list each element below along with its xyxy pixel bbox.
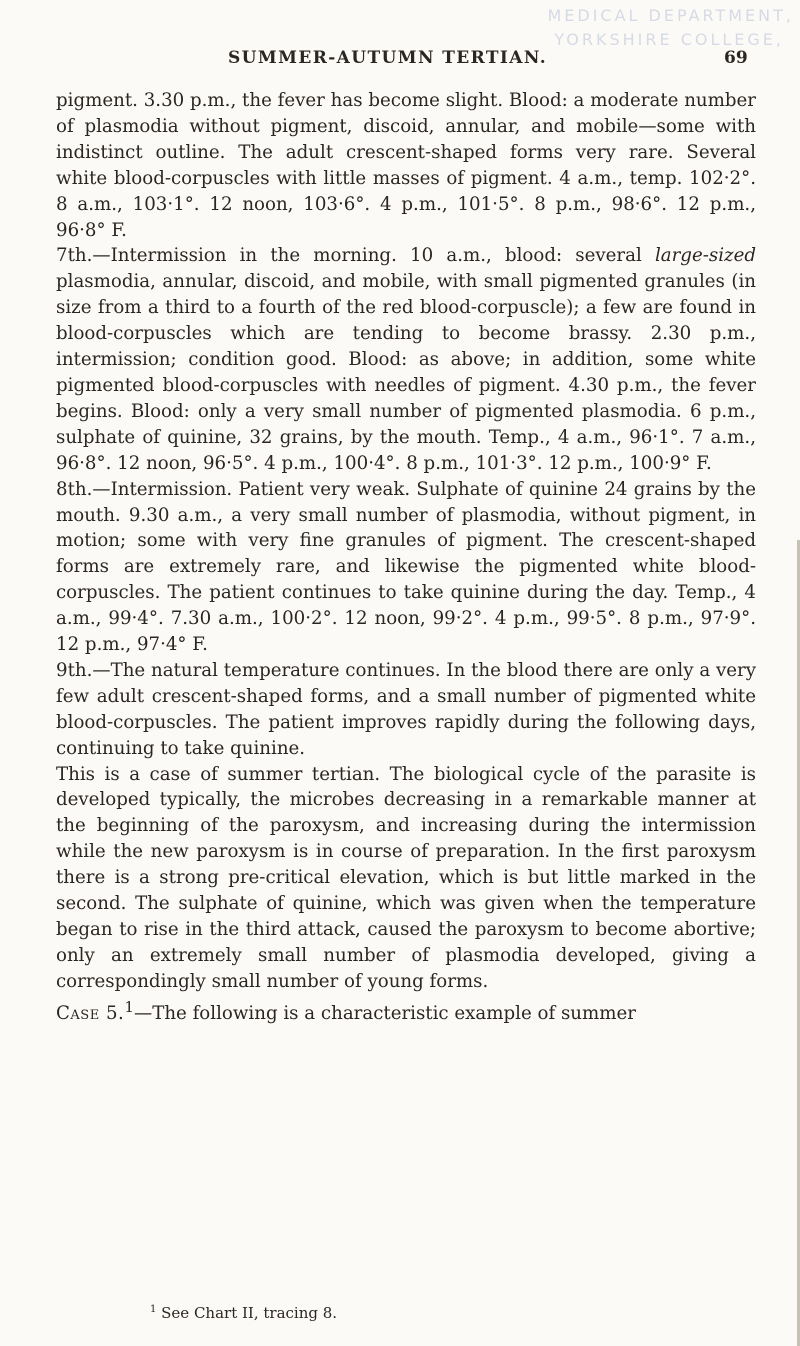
paragraph-case-5: [56, 995, 756, 1027]
footnote-text: See Chart II, tracing 8.: [161, 1304, 338, 1322]
footnote-mark: 1: [150, 1304, 157, 1315]
running-head: [0, 48, 760, 74]
paragraph-discussion: This is a case of summer tertian. The biological cycle of the parasite is developed typically, the microbes decreasing in a remarkable manner at the beginning of the paroxysm, and increasing during the intermission while the new paroxysm is in course of preparation. In the first paroxysm there is a strong pre-critical elevation, which is but little marked in the second. The sulphate of quinine, which was given when the temperature began to rise in the third attack, caused the paroxysm to become abortive; only an extremely small number of plasmodia developed, giving a correspondingly small number of young forms.: [56, 763, 756, 992]
running-title: SUMMER-AUTUMN TERTIAN.: [228, 48, 548, 68]
case-text: —The following is a characteristic example of summer: [134, 1002, 636, 1024]
case-label: Case 5.: [56, 1002, 125, 1024]
page-number: 69: [724, 48, 748, 68]
paragraph-9th: 9th.—The natural temperature continues. In the blood there are only a very few adult crescent-shaped forms, and a small number of pigmented white blood-corpuscles. The patient improves rapidly during the following days, continuing to take quinine.: [56, 659, 756, 759]
case-footnote-mark: 1: [124, 997, 134, 1016]
stamp-line-2: YORKSHIRE COLLEGE,: [554, 30, 784, 49]
stamp-line-1: MEDICAL DEPARTMENT,: [547, 6, 794, 25]
footnote: [150, 1300, 337, 1323]
paragraph-8th: 8th.—Intermission. Patient very weak. Sulphate of quinine 24 grains by the mouth. 9.30 a.m., a very small number of plasmodia, without pigment, in motion; some with very fine granules of pigment. The crescent-shaped forms are extremely rare, and likewise the pigmented white blood-corpuscles. The patient continues to take quinine during the day. Temp., 4 a.m., 99·4°. 7.30 a.m., 100·2°. 12 noon, 99·2°. 4 p.m., 99·5°. 8 p.m., 97·9°. 12 p.m., 97·4° F.: [56, 478, 756, 656]
body-text: [56, 88, 756, 1027]
paragraph-continuation: pigment. 3.30 p.m., the fever has become slight. Blood: a moderate number of plasmodia without pigment, discoid, annular, and mobile—some with indistinct outline. The adult crescent-shaped forms very rare. Several white blood-corpuscles with little masses of pigment. 4 a.m., temp. 102·2°. 8 a.m., 103·1°. 12 noon, 103·6°. 4 p.m., 101·5°. 8 p.m., 98·6°. 12 p.m., 96·8° F.: [56, 90, 756, 241]
paragraph-7th: 7th.—Intermission in the morning. 10 a.m., blood: several large-sized plasmodia, annular, discoid, and mobile, with small pigmented granules (in size from a third to a fourth of the red blood-corpuscle); a few are found in blood-corpuscles which are tending to become brassy. 2.30 p.m., intermission; condition good. Blood: as above; in addition, some white pigmented blood-corpuscles with needles of pigment. 4.30 p.m., the fever begins. Blood: only a very small number of pigmented plasmodia. 6 p.m., sulphate of quinine, 32 grains, by the mouth. Temp., 4 a.m., 96·1°. 7 a.m., 96·8°. 12 noon, 96·5°. 4 p.m., 100·4°. 8 p.m., 101·3°. 12 p.m., 100·9° F.: [56, 245, 756, 474]
library-stamp: [324, 4, 794, 52]
emphasis-large-sized: large-sized: [654, 245, 756, 267]
